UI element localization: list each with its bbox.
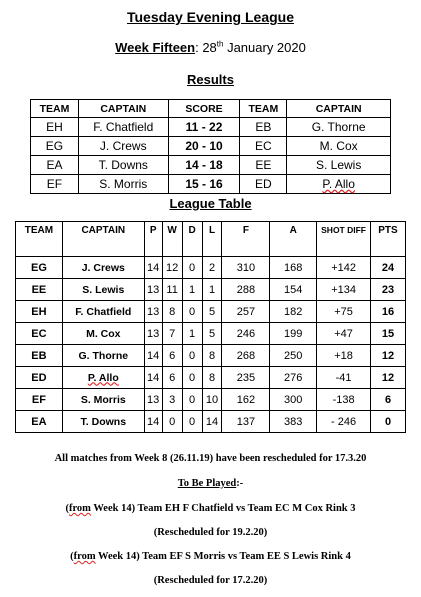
results-header-row bbox=[31, 100, 391, 118]
league-lost-cell: 5 bbox=[202, 301, 222, 323]
league-for-cell: 137 bbox=[222, 411, 270, 433]
league-played-cell: 14 bbox=[144, 257, 162, 279]
league-team-cell: EC bbox=[16, 323, 63, 345]
results-header-cell: CAPTAIN bbox=[287, 100, 391, 118]
league-team-cell: EA bbox=[16, 411, 63, 433]
results-row bbox=[31, 118, 391, 137]
league-captain-cell: T. Downs bbox=[62, 411, 144, 433]
match-2-open: ( bbox=[70, 551, 74, 562]
league-drawn-cell: 0 bbox=[182, 257, 202, 279]
league-diff-cell: -138 bbox=[317, 389, 371, 411]
results-team-cell: EH bbox=[31, 118, 79, 137]
league-drawn-cell: 1 bbox=[182, 279, 202, 301]
results-table bbox=[30, 99, 391, 194]
league-points-cell: 6 bbox=[371, 389, 406, 411]
league-lost-cell: 5 bbox=[202, 323, 222, 345]
results-captain-cell: P. Allo bbox=[287, 175, 391, 194]
league-row bbox=[16, 323, 406, 345]
league-lost-cell: 1 bbox=[202, 279, 222, 301]
match-2-text: Week 14) Team EF S Morris vs Team EE S Lewis Rink 4 bbox=[95, 551, 351, 562]
league-captain-cell: P. Allo bbox=[62, 367, 144, 389]
league-played-cell: 14 bbox=[144, 411, 162, 433]
results-row bbox=[31, 137, 391, 156]
league-for-cell: 257 bbox=[222, 301, 270, 323]
league-header-cell: PTS bbox=[371, 222, 406, 257]
league-diff-cell: - 246 bbox=[317, 411, 371, 433]
league-row bbox=[16, 367, 406, 389]
league-header-cell: P bbox=[144, 222, 162, 257]
league-team-cell: EB bbox=[16, 345, 63, 367]
league-points-cell: 0 bbox=[371, 411, 406, 433]
league-won-cell: 0 bbox=[162, 411, 182, 433]
league-against-cell: 154 bbox=[270, 279, 317, 301]
league-diff-cell: +142 bbox=[317, 257, 371, 279]
league-lost-cell: 10 bbox=[202, 389, 222, 411]
league-row bbox=[16, 257, 406, 279]
results-team-cell: EF bbox=[31, 175, 79, 194]
league-points-cell: 12 bbox=[371, 367, 406, 389]
league-body bbox=[16, 257, 406, 433]
league-captain-cell: J. Crews bbox=[62, 257, 144, 279]
league-diff-cell: +47 bbox=[317, 323, 371, 345]
results-captain-cell: T. Downs bbox=[78, 156, 168, 175]
league-won-cell: 11 bbox=[162, 279, 182, 301]
league-for-cell: 288 bbox=[222, 279, 270, 301]
results-captain-cell: G. Thorne bbox=[287, 118, 391, 137]
league-against-cell: 182 bbox=[270, 301, 317, 323]
league-header-row bbox=[16, 222, 406, 257]
results-header-cell: TEAM bbox=[31, 100, 79, 118]
match-1-rescheduled: (Rescheduled for 19.2.20) bbox=[153, 527, 268, 538]
league-lost-cell: 2 bbox=[202, 257, 222, 279]
league-played-cell: 14 bbox=[144, 345, 162, 367]
match-1-open: ( bbox=[65, 503, 69, 514]
results-team-cell: EB bbox=[240, 118, 287, 137]
page-title: Tuesday Evening League bbox=[126, 9, 294, 25]
results-captain-cell: S. Lewis bbox=[287, 156, 391, 175]
results-heading: Results bbox=[187, 72, 234, 87]
league-for-cell: 235 bbox=[222, 367, 270, 389]
league-against-cell: 250 bbox=[270, 345, 317, 367]
league-diff-cell: +134 bbox=[317, 279, 371, 301]
league-team-cell: EG bbox=[16, 257, 63, 279]
to-be-played-heading: To Be Played bbox=[177, 478, 237, 489]
results-score-cell: 20 - 10 bbox=[168, 137, 240, 156]
league-row bbox=[16, 389, 406, 411]
results-row bbox=[31, 156, 391, 175]
results-header-cell: CAPTAIN bbox=[78, 100, 168, 118]
league-heading: League Table bbox=[169, 196, 252, 211]
results-team-cell: EG bbox=[31, 137, 79, 156]
league-played-cell: 14 bbox=[144, 367, 162, 389]
league-row bbox=[16, 301, 406, 323]
results-captain-cell: S. Morris bbox=[78, 175, 168, 194]
results-body bbox=[31, 118, 391, 194]
results-team-cell: EC bbox=[240, 137, 287, 156]
week-label: Week Fifteen bbox=[115, 40, 196, 55]
league-captain-cell: G. Thorne bbox=[62, 345, 144, 367]
week-line bbox=[0, 40, 421, 55]
league-team-cell: ED bbox=[16, 367, 63, 389]
league-lost-cell: 14 bbox=[202, 411, 222, 433]
week-date-rest: January 2020 bbox=[223, 40, 306, 55]
league-against-cell: 300 bbox=[270, 389, 317, 411]
league-points-cell: 24 bbox=[371, 257, 406, 279]
league-captain-cell: F. Chatfield bbox=[62, 301, 144, 323]
league-header-cell: TEAM bbox=[16, 222, 63, 257]
league-diff-cell: +18 bbox=[317, 345, 371, 367]
league-captain-cell: S. Morris bbox=[62, 389, 144, 411]
match-1-from: from bbox=[68, 503, 91, 514]
results-captain-cell: J. Crews bbox=[78, 137, 168, 156]
results-score-cell: 15 - 16 bbox=[168, 175, 240, 194]
results-score-cell: 14 - 18 bbox=[168, 156, 240, 175]
results-header-cell: TEAM bbox=[240, 100, 287, 118]
to-be-played-suffix: :- bbox=[236, 478, 244, 489]
league-played-cell: 13 bbox=[144, 323, 162, 345]
results-team-cell: EA bbox=[31, 156, 79, 175]
league-team-cell: EH bbox=[16, 301, 63, 323]
league-won-cell: 3 bbox=[162, 389, 182, 411]
league-against-cell: 383 bbox=[270, 411, 317, 433]
results-score-cell: 11 - 22 bbox=[168, 118, 240, 137]
league-played-cell: 13 bbox=[144, 389, 162, 411]
rescheduled-note: All matches from Week 8 (26.11.19) have been rescheduled for 17.3.20 bbox=[54, 453, 367, 464]
match-2-line bbox=[0, 551, 421, 562]
league-drawn-cell: 0 bbox=[182, 345, 202, 367]
to-be-played-line bbox=[0, 478, 421, 489]
league-diff-cell: -41 bbox=[317, 367, 371, 389]
league-for-cell: 310 bbox=[222, 257, 270, 279]
league-header-cell: SHOT DIFF bbox=[317, 222, 371, 257]
league-captain-cell: S. Lewis bbox=[62, 279, 144, 301]
league-against-cell: 168 bbox=[270, 257, 317, 279]
results-team-cell: ED bbox=[240, 175, 287, 194]
league-header-cell: D bbox=[182, 222, 202, 257]
league-won-cell: 12 bbox=[162, 257, 182, 279]
league-played-cell: 13 bbox=[144, 279, 162, 301]
league-drawn-cell: 0 bbox=[182, 389, 202, 411]
league-drawn-cell: 0 bbox=[182, 301, 202, 323]
match-1-line bbox=[0, 503, 421, 514]
league-for-cell: 246 bbox=[222, 323, 270, 345]
league-team-cell: EF bbox=[16, 389, 63, 411]
league-won-cell: 6 bbox=[162, 345, 182, 367]
league-lost-cell: 8 bbox=[202, 367, 222, 389]
match-2-rescheduled: (Rescheduled for 17.2.20) bbox=[153, 575, 268, 586]
league-for-cell: 162 bbox=[222, 389, 270, 411]
league-header-cell: F bbox=[222, 222, 270, 257]
league-points-cell: 15 bbox=[371, 323, 406, 345]
week-date-suffix: th bbox=[216, 39, 224, 49]
league-won-cell: 7 bbox=[162, 323, 182, 345]
league-drawn-cell: 0 bbox=[182, 367, 202, 389]
results-header-cell: SCORE bbox=[168, 100, 240, 118]
league-row bbox=[16, 279, 406, 301]
league-captain-cell: M. Cox bbox=[62, 323, 144, 345]
league-header-cell: W bbox=[162, 222, 182, 257]
league-for-cell: 268 bbox=[222, 345, 270, 367]
results-row bbox=[31, 175, 391, 194]
league-row bbox=[16, 411, 406, 433]
league-played-cell: 13 bbox=[144, 301, 162, 323]
results-team-cell: EE bbox=[240, 156, 287, 175]
league-points-cell: 23 bbox=[371, 279, 406, 301]
league-header-cell: A bbox=[270, 222, 317, 257]
results-captain-cell: M. Cox bbox=[287, 137, 391, 156]
league-drawn-cell: 1 bbox=[182, 323, 202, 345]
league-won-cell: 8 bbox=[162, 301, 182, 323]
league-points-cell: 16 bbox=[371, 301, 406, 323]
match-1-text: Week 14) Team EH F Chatfield vs Team EC M Cox Rink 3 bbox=[90, 503, 356, 514]
league-diff-cell: +75 bbox=[317, 301, 371, 323]
league-against-cell: 199 bbox=[270, 323, 317, 345]
results-captain-cell: F. Chatfield bbox=[78, 118, 168, 137]
league-lost-cell: 8 bbox=[202, 345, 222, 367]
league-points-cell: 12 bbox=[371, 345, 406, 367]
league-table bbox=[15, 221, 406, 433]
league-header-cell: L bbox=[202, 222, 222, 257]
league-row bbox=[16, 345, 406, 367]
week-date-prefix: : 28 bbox=[195, 40, 217, 55]
match-2-from: from bbox=[73, 551, 96, 562]
league-header-cell: CAPTAIN bbox=[62, 222, 144, 257]
league-against-cell: 276 bbox=[270, 367, 317, 389]
league-drawn-cell: 0 bbox=[182, 411, 202, 433]
league-won-cell: 6 bbox=[162, 367, 182, 389]
league-team-cell: EE bbox=[16, 279, 63, 301]
